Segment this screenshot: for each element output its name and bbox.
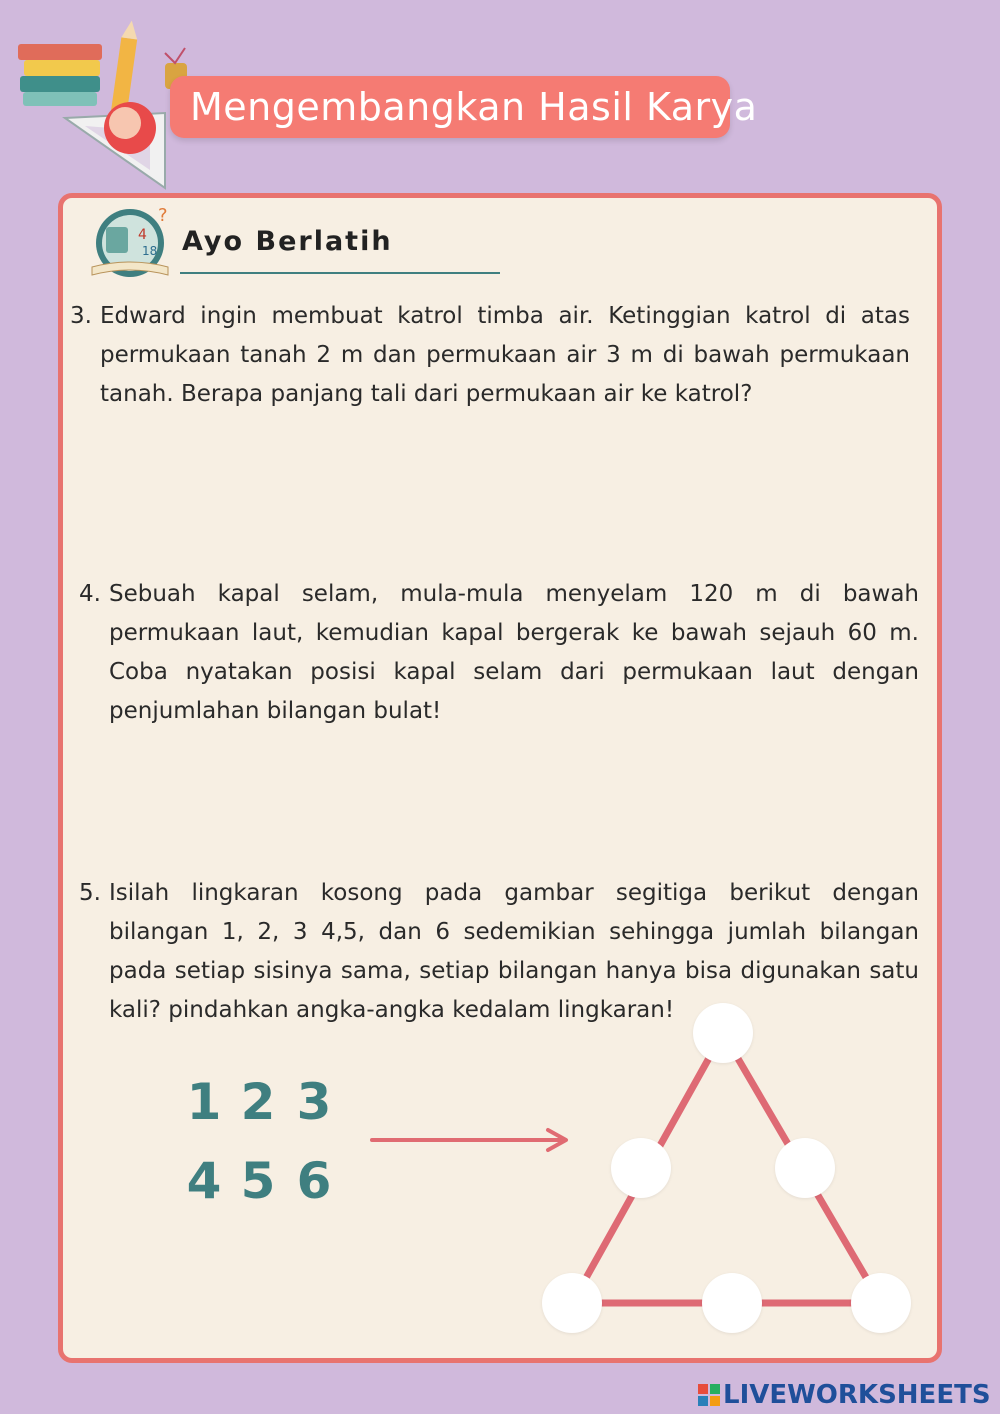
page-title: Mengembangkan Hasil Karya <box>190 85 758 129</box>
answer-circle-left-middle[interactable] <box>611 1138 671 1198</box>
draggable-number-1[interactable]: 1 <box>186 1073 222 1131</box>
liveworksheets-logo <box>698 1380 991 1410</box>
answer-circle-top[interactable] <box>693 1003 753 1063</box>
section-underline <box>180 272 500 274</box>
logo-text: LIVEWORKSHEETS <box>723 1380 991 1410</box>
question-number: 5. <box>79 880 101 906</box>
draggable-number-4[interactable]: 4 <box>186 1152 222 1210</box>
svg-text:18: 18 <box>142 244 158 258</box>
section-title: Ayo Berlatih <box>182 226 393 257</box>
question-4 <box>79 575 919 731</box>
draggable-number-5[interactable]: 5 <box>240 1152 276 1210</box>
math-book-icon <box>88 205 180 283</box>
answer-circle-bottom-right[interactable] <box>851 1273 911 1333</box>
question-text: Isilah lingkaran kosong pada gambar segitiga berikut dengan bilangan 1, 2, 3 4,5, dan 6 sedemikian sehingga jumlah bilangan pada setiap sisinya sama, setiap bilangan hanya bisa digunakan satu kali? pindahkan angka-angka kedalam lingkaran! <box>109 880 919 1023</box>
answer-circle-bottom-middle[interactable] <box>702 1273 762 1333</box>
draggable-number-6[interactable]: 6 <box>296 1152 332 1210</box>
liveworksheets-logo-icon <box>698 1384 720 1406</box>
svg-text:4: 4 <box>138 227 147 243</box>
question-text: Sebuah kapal selam, mula-mula menyelam 120 m di bawah permukaan laut, kemudian kapal bergerak ke bawah sejauh 60 m. Coba nyatakan posisi kapal selam dari permukaan laut dengan penjumlahan bilangan bulat! <box>109 581 919 724</box>
draggable-number-2[interactable]: 2 <box>240 1073 276 1131</box>
answer-circle-bottom-left[interactable] <box>542 1273 602 1333</box>
answer-circle-right-middle[interactable] <box>775 1138 835 1198</box>
question-text: Edward ingin membuat katrol timba air. Ketinggian katrol di atas permukaan tanah 2 m dan permukaan air 3 m di bawah permukaan tanah. Berapa panjang tali dari permukaan air ke katrol? <box>100 303 910 407</box>
question-number: 4. <box>79 581 101 607</box>
svg-text:?: ? <box>158 205 168 226</box>
question-number: 3. <box>70 303 92 329</box>
question-3 <box>70 297 910 414</box>
draggable-number-3[interactable]: 3 <box>296 1073 332 1131</box>
